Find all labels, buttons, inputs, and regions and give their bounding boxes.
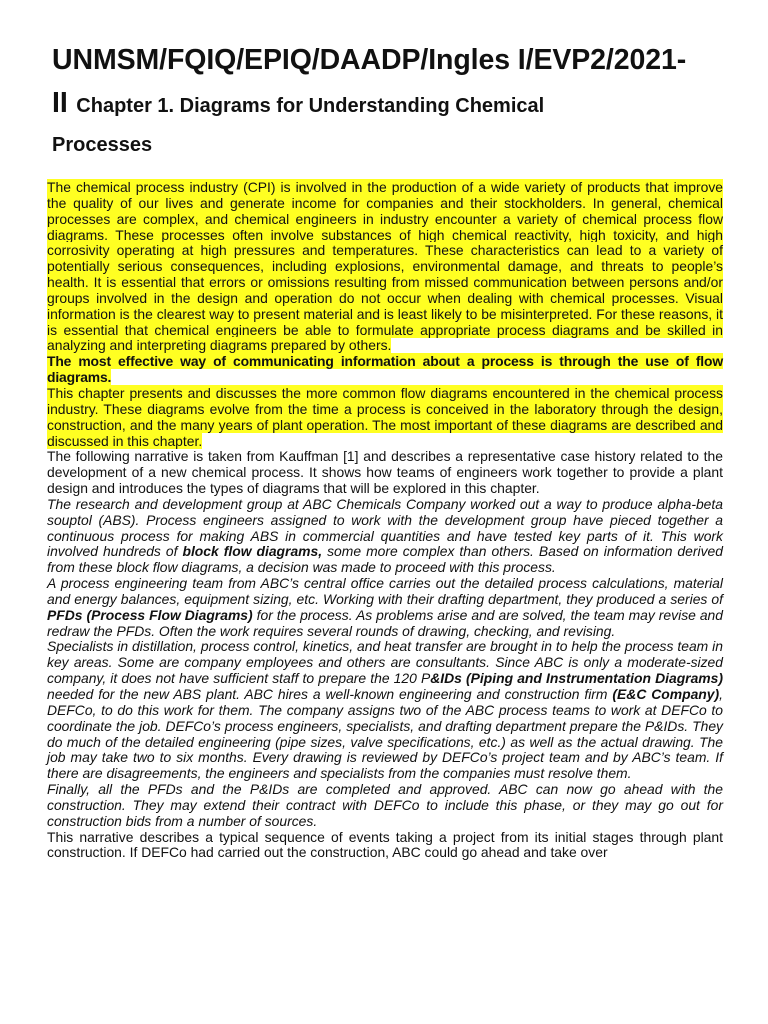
paragraph-process-team: A process engineering team from ABC’s central office carries out the detailed process calculations, material and energy balances, equipment sizing, etc. Working with their drafting department, they produced a series of PFDs (Process Flow Diagrams) for the process. As problems arise and are solved, the team may revise and redraw the PFDs. Often the work requires several rounds of drawing, checking, and revising. [47,575,724,639]
term-ec-company: (E&C Company) [612,686,720,702]
paragraph-research-group: The research and development group at ABC Chemicals Company worked out a way to produce alpha-beta souptol (ABS). Process engineers assigned to work with the development group have pieced together a continuous process for making ABS in commercial quantities and have tested key parts of it. This work involved hundreds of block flow diagrams, some more complex than others. Based on information derived from these block flow diagrams, a decision was made to proceed with this process. [47,495,723,576]
paragraph-narrative-intro: The following narrative is taken from Kauffman [1] and describes a representative case history related to the development of a new chemical process. It shows how teams of engineers work together to provide a plant design and introduces the types of diagrams that will be explored in this chapter. [47,448,723,497]
course-code-end: II [52,87,68,119]
term-pids: &IDs (Piping and Instrumentation Diagrams) [430,670,724,687]
term-pfds: PFDs (Process Flow Diagrams) [47,606,253,623]
document-header [52,40,732,159]
title-line [52,84,732,127]
chapter-title: Chapter 1. Diagrams for Understanding Chemical [76,95,545,117]
paragraph-construction: Finally, all the PFDs and the P&IDs are completed and approved. ABC can now go ahead with the construction. They may extend their contract with DEFCo to include this phase, or they may go out for construction bids from a number of sources. [47,781,723,829]
paragraph-cpi-intro: The chemical process industry (CPI) is involved in the production of a wide variety of products that improve the quality of our lives and generate income for companies and their stockholders. In general, chemical processes are complex, and chemical engineers in industry encounter a variety of chemical process flow diagrams. These processes often involve substances of high chemical reactivity, high toxicity, and high corrosivity operating at high pressures and temperatures. These characteristics can lead to a variety of potentially serious consequences, including explosions, environmental damage, and threats to people’s health. It is essential that errors or omissions resulting from missed communication between persons and/or groups involved in the design and operation do not occur when dealing with chemical processes. Visual information is the clearest way to present material and is least likely to be misinterpreted. For these reasons, it is essential that chemical engineers be able to formulate appropriate process diagrams and be skilled in analyzing and interpreting diagrams prepared by others. [47,179,723,354]
chapter-title-cont: Processes [52,134,153,156]
document-body [47,180,723,861]
course-code: UNMSM/FQIQ/EPIQ/DAADP/Ingles I/EVP2/2021- [52,44,687,76]
term-block-flow-diagrams: block flow diagrams, [182,543,323,560]
paragraph-narrative-summary: This narrative describes a typical sequence of events taking a project from its initial stages through plant construction. If DEFCo had carried out the construction, ABC could go ahead and take over [47,828,723,861]
paragraph-key-statement: The most effective way of communicating information about a process is through the use of flow diagrams. [47,353,723,386]
paragraph-chapter-overview: This chapter presents and discusses the more common flow diagrams encountered in the chemical process industry. These diagrams evolve from the time a process is conceived in the laboratory through the design, construction, and the many years of plant operation. The most important of these diagrams are described and discussed in this chapter. [47,384,723,449]
paragraph-specialists: Specialists in distillation, process control, kinetics, and heat transfer are brought in to help the process team in key areas. Some are company employees and others are consultants. Since ABC is only a moderate-sized company, it does not have sufficient staff to prepare the 120 P&IDs (Piping and Instrumentation Diagrams) needed for the new ABS plant. ABC hires a well-known engineering and construction firm (E&C Company), DEFCo, to do this work for them. The company assigns two of the ABC process teams to work at DEFCo to coordinate the job. DEFCo’s process engineers, specialists, and drafting department prepare the P&IDs. They do much of the detailed engineering (pipe sizes, valve specifications, etc.) as well as the actual drawing. The job may take two to six months. Every drawing is reviewed by DEFCo’s project team and by ABC’s team. If there are disagreements, the engineers and specialists from the companies must resolve them. [47,638,724,782]
